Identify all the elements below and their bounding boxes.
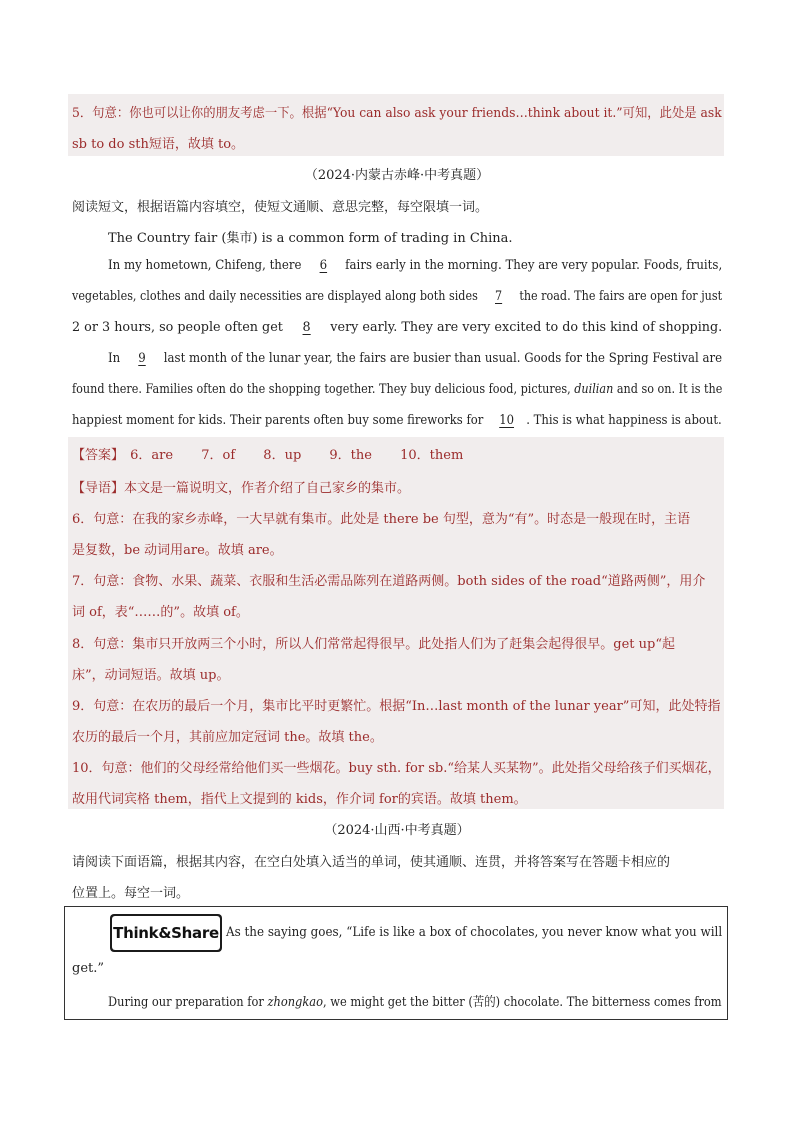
passage-text: and so on. It is the [616, 382, 723, 397]
blank-7[interactable]: 7 [495, 289, 503, 304]
section2-source: （2024·山西·中考真题） [324, 823, 470, 838]
explanation-line: 是复数，be 动词用are。故填 are。 [72, 543, 283, 558]
answer-item: 7．of [201, 448, 236, 463]
passage-line-7 [72, 413, 722, 428]
blank-8[interactable]: 8 [302, 320, 311, 335]
explanation-line: 床”，动词短语。故填 up。 [72, 668, 230, 683]
guide-line [72, 477, 410, 496]
explanation-line: 10．句意：他们的父母经常给他们买一些烟花。buy sth. for sb.“给某人买某物”。此处指父母给孩子们买烟花， [72, 761, 721, 776]
prev-answer-line-1: 5．句意：你也可以让你的朋友考虑一下。根据“You can also ask your friends…think about it.”可知，此处是 ask [72, 106, 722, 121]
passage-text: . This is what happiness is about. [526, 413, 722, 428]
passage-text: last month of the lunar year, the fairs are busier than usual. Goods for the Spring Festival are [163, 351, 723, 366]
passage-line-3 [72, 289, 722, 304]
blank-9[interactable]: 9 [138, 351, 146, 366]
passage-line-5 [108, 351, 722, 366]
box-line-2: get.” [72, 961, 105, 976]
guide-label: 【导语】 [72, 481, 125, 496]
answer-item: 10．them [400, 448, 464, 463]
answer-item: 9．the [329, 448, 372, 463]
passage-italic-word: duilian [574, 382, 614, 397]
blank-10[interactable]: 10 [499, 413, 515, 428]
section2-instruction-1: 请阅读下面语篇，根据其内容，在空白处填入适当的单词，使其通顺、连贯，并将答案写在答题卡相应的 [72, 855, 671, 870]
blank-6[interactable]: 6 [319, 258, 328, 273]
passage-line-2 [108, 258, 722, 273]
explanation-line: 7．句意：食物、水果、蔬菜、衣服和生活必需品陈列在道路两侧。both sides of the road“道路两侧”，用介 [72, 574, 706, 589]
passage-text: vegetables, clothes and daily necessities are displayed along both sides [72, 289, 478, 304]
passage-text: fairs early in the morning. They are very popular. Foods, fruits, [345, 258, 723, 273]
box-italic-word: zhongkao [267, 995, 323, 1010]
think-share-logo [110, 914, 222, 952]
passage-line-6 [72, 382, 722, 397]
passage-text: found there. Families often do the shopping together. They buy delicious food, pictures, [72, 382, 571, 397]
explanation-line: 词 of，表“……的”。故填 of。 [72, 605, 249, 620]
box-text: During our preparation for [108, 995, 264, 1010]
explanation-line: 9．句意：在农历的最后一个月，集市比平时更繁忙。根据“In…last month of the lunar year”可知，此处特指 [72, 699, 721, 714]
explanation-line: 故用代词宾格 them，指代上文提到的 kids，作介词 for的宾语。故填 them。 [72, 792, 527, 807]
box-text: , we might get the bitter (苦的) chocolate. The bitterness comes from [322, 995, 722, 1010]
passage-line-4 [72, 320, 722, 335]
answer-item: 8．up [263, 448, 302, 463]
prev-answer-line-2: sb to do sth短语，故填 to。 [72, 137, 245, 152]
passage-text: happiest moment for kids. Their parents often buy some fireworks for [72, 413, 484, 428]
section1-source: （2024·内蒙古赤峰·中考真题） [304, 168, 490, 183]
passage-text: very early. They are very excited to do this kind of shopping. [330, 320, 723, 335]
passage-text: In my hometown, Chifeng, there [108, 258, 302, 273]
answer-line [72, 444, 463, 463]
passage-paragraph-1: The Country fair (集市) is a common form of trading in China. [108, 231, 513, 246]
section1-instruction: 阅读短文，根据语篇内容填空，使短文通顺、意思完整，每空限填一词。 [72, 200, 489, 215]
guide-text: 本文是一篇说明文，作者介绍了自己家乡的集市。 [124, 481, 411, 496]
passage-text: the road. The fairs are open for just [519, 289, 723, 304]
section2-instruction-2: 位置上。每空一词。 [72, 886, 190, 901]
logo-text: Think&Share [112, 916, 220, 950]
explanation-line: 农历的最后一个月，其前应加定冠词 the。故填 the。 [72, 730, 383, 745]
explanation-line: 8．句意：集市只开放两三个小时，所以人们常常起得很早。此处指人们为了赶集会起得很早。get up“起 [72, 637, 675, 652]
passage-text: In [108, 351, 121, 366]
passage-text: 2 or 3 hours, so people often get [72, 320, 283, 335]
answer-label: 【答案】 [72, 448, 125, 463]
box-line-3 [108, 991, 722, 1010]
box-line-1: As the saying goes, “Life is like a box of chocolates, you never know what you will [226, 925, 723, 940]
answer-item: 6．are [130, 448, 174, 463]
explanation-line: 6．句意：在我的家乡赤峰，一大早就有集市。此处是 there be 句型，意为“有”。时态是一般现在时，主语 [72, 512, 691, 527]
